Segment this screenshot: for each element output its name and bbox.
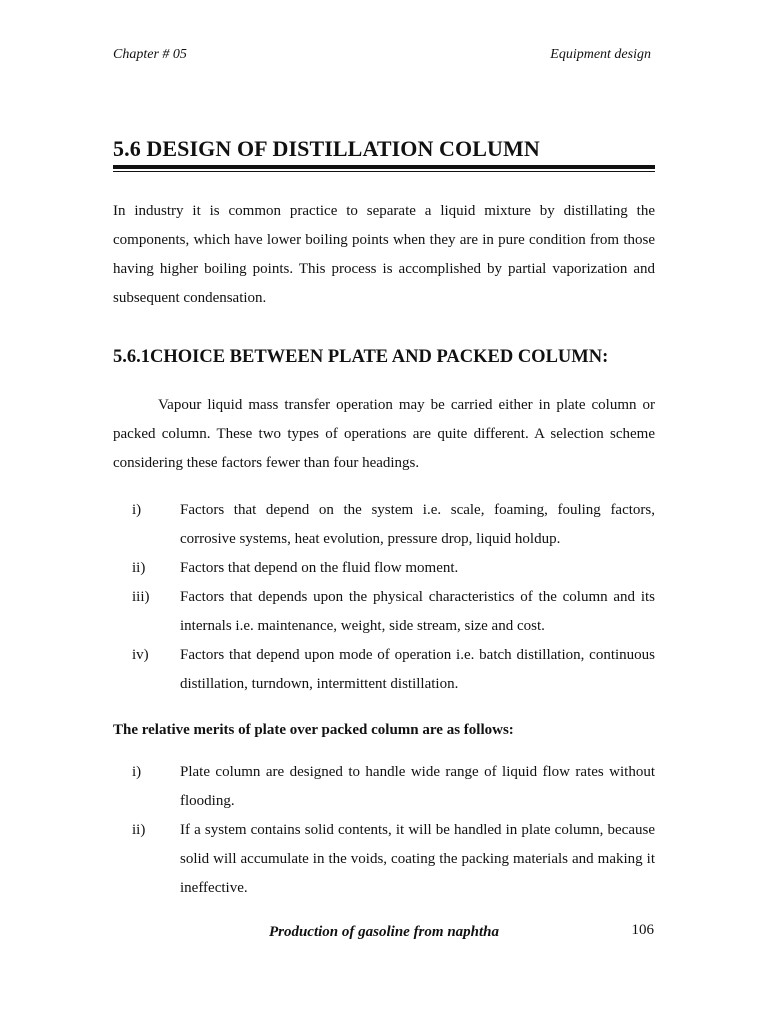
- list-text: Factors that depends upon the physical characteristics of the column and its internals i.e. maintenance, weight, side stream, size and cost.: [180, 589, 655, 634]
- page-number: 106: [631, 922, 654, 938]
- merits-list: [113, 758, 655, 903]
- merits-title: The relative merits of plate over packed column are as follows:: [113, 722, 514, 738]
- list-number: iii): [132, 589, 150, 605]
- list-item: [113, 816, 655, 903]
- list-text: Factors that depend upon mode of operation i.e. batch distillation, continuous distillation, turndown, intermittent distillation.: [180, 647, 655, 692]
- list-item: [113, 554, 655, 583]
- title-rule-thin: [113, 171, 655, 172]
- list-text: If a system contains solid contents, it will be handled in plate column, because solid will accumulate in the voids, coating the packing materials and making it ineffective.: [180, 822, 655, 896]
- footer-title: Production of gasoline from naphtha: [268, 924, 500, 940]
- list-number: ii): [132, 822, 146, 838]
- list-item: [113, 758, 655, 816]
- section-title: 5.6 DESIGN OF DISTILLATION COLUMN: [113, 136, 540, 161]
- list-text: Factors that depend on the system i.e. scale, foaming, fouling factors, corrosive systems, heat evolution, pressure drop, liquid holdup.: [180, 502, 655, 547]
- list-text: Plate column are designed to handle wide range of liquid flow rates without flooding.: [180, 764, 655, 809]
- list-item: [113, 496, 655, 554]
- header-chapter: Chapter # 05: [113, 47, 187, 62]
- factors-list: [113, 496, 655, 699]
- subsection-title: 5.6.1CHOICE BETWEEN PLATE AND PACKED COLUMN:: [113, 347, 609, 367]
- list-text: Factors that depend on the fluid flow moment.: [180, 560, 459, 576]
- section-intro: In industry it is common practice to separate a liquid mixture by distillating the components, which have lower boiling points when they are in pure condition from those having higher boiling points. This process is accomplished by partial vaporization and subsequent condensation.: [113, 203, 655, 306]
- subsection-intro: Vapour liquid mass transfer operation may be carried either in plate column or packed column. These two types of operations are quite different. A selection scheme considering these factors fewer than four headings.: [113, 397, 655, 471]
- title-rule-thick: [113, 165, 655, 169]
- header-topic: Equipment design: [550, 47, 651, 62]
- list-number: iv): [132, 647, 149, 663]
- list-item: [113, 583, 655, 641]
- list-number: i): [132, 502, 142, 518]
- list-item: [113, 641, 655, 699]
- list-number: i): [132, 764, 142, 780]
- list-number: ii): [132, 560, 146, 576]
